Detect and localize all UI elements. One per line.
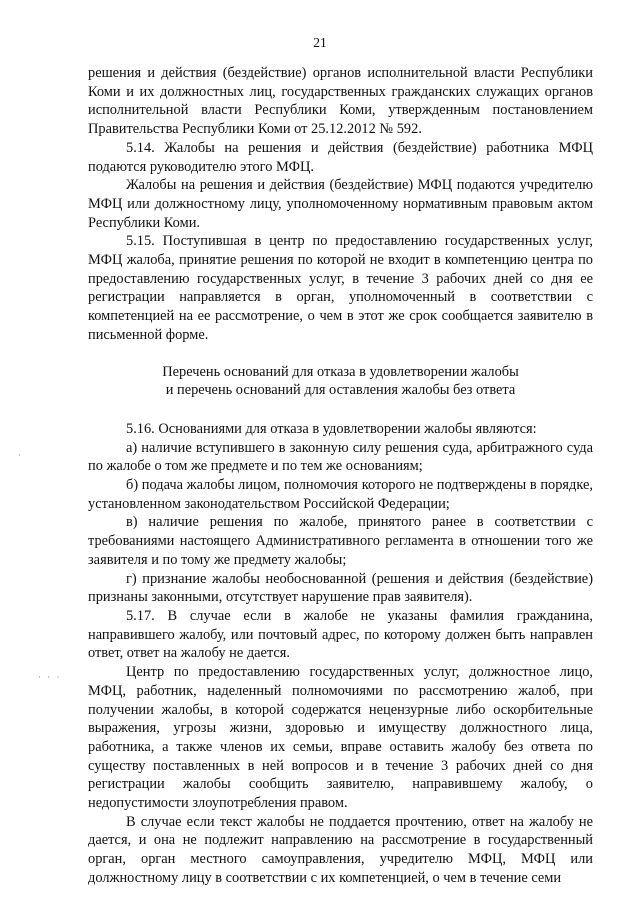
paragraph-5-14: 5.14. Жалобы на решения и действия (бездействие) работника МФЦ подаются руководителю этого МФЦ. bbox=[88, 139, 593, 175]
page-number: 21 bbox=[313, 35, 327, 50]
paragraph-5-16-b: б) подача жалобы лицом, полномочия которого не подтверждены в порядке, установленном законодательством Российской Федерации; bbox=[88, 477, 593, 512]
paragraph-5-17: 5.17. В случае если в жалобе не указаны фамилия гражданина, направившего жалобу, или почтовый адрес, по которому должен быть направлен ответ, ответ на жалобу не дается. bbox=[88, 607, 593, 662]
paragraph-5-16: 5.16. Основаниями для отказа в удовлетворении жалобы являются: bbox=[126, 420, 537, 437]
bottom-paragraphs bbox=[88, 420, 593, 888]
scan-artifact: · · · bbox=[38, 672, 62, 682]
heading-line-2: и перечень оснований для оставления жалобы без ответа bbox=[165, 382, 516, 399]
paragraph-continuation: решения и действия (бездействие) органов исполнительной власти Республики Коми и их должностных лиц, государственных гражданских служащих органов исполнительной власти Республики Коми, утвержденным постановлением Правительства Республики Коми от 25.12.2012 № 592. bbox=[88, 65, 593, 138]
paragraph-5-16-a: а) наличие вступившего в законную силу решения суда, арбитражного суда по жалобе о том же предмете и по тем же основаниям; bbox=[88, 439, 593, 475]
heading-line-1: Перечень оснований для отказа в удовлетворении жалобы bbox=[162, 363, 519, 380]
paragraph-5-16-g: г) признание жалобы необоснованной (решения и действия (бездействие) признаны законными, отсутствует нарушение прав заявителя). bbox=[88, 570, 593, 606]
section-heading bbox=[88, 363, 593, 400]
scan-artifact: · bbox=[18, 450, 23, 460]
top-paragraphs bbox=[88, 64, 593, 345]
document-body bbox=[88, 64, 593, 888]
paragraph-5-14-b: Жалобы на решения и действия (бездействие) МФЦ подаются учредителю МФЦ или должностному лицу, уполномоченному нормативным правовым актом Республики Коми. bbox=[88, 177, 593, 231]
paragraph-5-17-b: Центр по предоставлению государственных услуг, должностное лицо, МФЦ, работник, наделенный полномочиями по рассмотрению жалоб, при получении жалобы, в которой содержатся нецензурные либо оскорбительные выражения, угрозы жизни, здоровью и имуществу должностного лица, работника, а также членов их семьи, вправе оставить жалобу без ответа по существу поставленных в ней вопросов и в течение 3 рабочих дней со дня регистрации жалобы сообщить заявителю, направившему жалобу, о недопустимости злоупотребления правом. bbox=[88, 664, 593, 812]
paragraph-5-15: 5.15. Поступившая в центр по предоставлению государственных услуг, МФЦ жалоба, принятие решения по которой не входит в компетенцию центра по предоставлению государственных услуг, в течение 3 рабочих дней со дня ее регистрации направляется в орган, уполномоченный в соответствии с компетенцией на ее рассмотрение, о чем в этот же срок сообщается заявителю в письменной форме. bbox=[88, 233, 593, 343]
paragraph-5-16-v: в) наличие решения по жалобе, принятого ранее в соответствии с требованиями настоящего Административного регламента в отношении того же заявителя и по тому же предмету жалобы; bbox=[88, 514, 593, 568]
paragraph-5-17-c: В случае если текст жалобы не поддается прочтению, ответ на жалобу не дается, и она не подлежит направлению на рассмотрение в государственный орган, орган местного самоуправления, учредителю МФЦ, МФЦ или должностному лицу в соответствии с их компетенцией, о чем в течение семи bbox=[88, 813, 593, 886]
